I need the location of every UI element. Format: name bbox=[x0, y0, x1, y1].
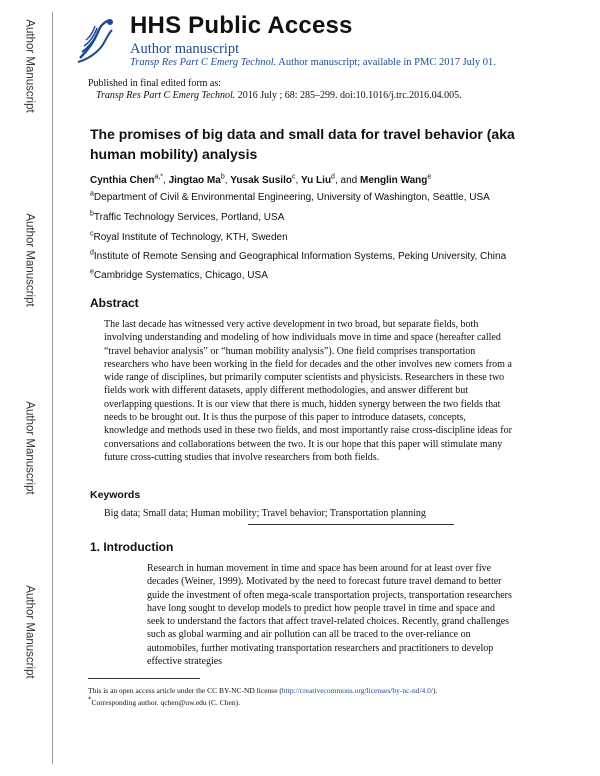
published-label: Published in final edited form as: bbox=[88, 78, 222, 89]
affiliation bbox=[90, 192, 490, 203]
affiliation bbox=[90, 232, 288, 243]
hhs-eagle-logo-icon bbox=[72, 12, 118, 66]
affiliation-sup: c bbox=[90, 230, 94, 238]
license-prefix: This is an open access article under the CC BY-NC-ND license ( bbox=[88, 686, 282, 695]
margin-divider bbox=[52, 12, 53, 764]
published-citation bbox=[96, 90, 462, 101]
sidebar-label-1: Author Manuscript bbox=[24, 19, 37, 113]
footnote-divider bbox=[88, 678, 200, 679]
author-sep: , bbox=[295, 175, 302, 186]
keywords-heading: Keywords bbox=[90, 489, 141, 501]
affiliation-text: Institute of Remote Sensing and Geographical Information Systems, Peking University, China bbox=[93, 251, 507, 262]
sidebar-label-2: Author Manuscript bbox=[24, 213, 37, 307]
hhs-public-access-title: HHS Public Access bbox=[130, 12, 353, 39]
author-sup: c bbox=[291, 173, 296, 181]
affiliation bbox=[90, 270, 268, 281]
license-footnote bbox=[88, 686, 437, 695]
corresponding-mark: * bbox=[88, 695, 92, 704]
corresponding-footnote bbox=[88, 695, 240, 707]
availability-text: Author manuscript; available in PMC 2017 July 01. bbox=[278, 57, 496, 68]
author-sup: e bbox=[427, 173, 432, 181]
author-name: Cynthia Chen bbox=[90, 175, 155, 186]
author-sep: , bbox=[224, 175, 231, 186]
sidebar-label-4: Author Manuscript bbox=[24, 585, 37, 679]
citation-text: 2016 July ; 68: 285–299. doi:10.1016/j.trc.2016.04.005. bbox=[237, 90, 462, 101]
author-name: Menglin Wang bbox=[359, 175, 428, 186]
affiliation-sup: e bbox=[90, 268, 94, 276]
author-sup: b bbox=[220, 173, 225, 181]
author-name: Yusak Susilo bbox=[230, 175, 292, 186]
author-name: Yu Liu bbox=[301, 175, 332, 186]
author-list bbox=[90, 175, 431, 186]
author-sup: d bbox=[331, 173, 335, 181]
license-link[interactable]: http://creativecommons.org/licenses/by-nc-nd/4.0/ bbox=[281, 686, 433, 695]
abstract-heading: Abstract bbox=[90, 296, 139, 310]
introduction-text: Research in human movement in time and space has been around for at least over five decades (Weiner, 1999). Motivated by the need to forecast future travel demand to better guide the investment of often mega-scale transportation projects, transportation researchers have long sought to develop models to predict how people travel in time and space and seek to understand the factors that affect travel-related choices. Recently, grand challenges such as global warming and air pollution can all be traced to the over-reliance on automobiles, further motivating transportation researchers and practitioners to develop effective strategies bbox=[147, 563, 512, 668]
abstract-text: The last decade has witnessed very active development in two broad, but separate fields, both involving understanding and modeling of how individuals move in time and space (hereafter called “travel behavior analysis” or “human mobility analysis”). One field comprises transportation researchers who have been working in the field for decades and the other involves new comers from a wide range of disciplines, but primarily computer scientists and physicists. Researchers in these two fields work with different datasets, apply different methodologies, and answer different but overlapping questions. It is our view that there is much, hidden synergy between the two fields that needs to be brought out. It is thus the purpose of this paper to introduce datasets, concepts, knowledge and methods used in these two fields, and most importantly raise cross-discipline ideas for conversations and collaborations between the two. It is our hope that this paper will stimulate many future cross-cutting studies that involve researchers from both fields. bbox=[104, 319, 512, 463]
author-manuscript-label: Author manuscript bbox=[130, 41, 240, 57]
affiliation-text: Cambridge Systematics, Chicago, USA bbox=[93, 270, 268, 281]
corresponding-text: Corresponding author. qchen@uw.edu (C. Chen). bbox=[91, 698, 240, 707]
sidebar-label-3: Author Manuscript bbox=[24, 401, 37, 495]
affiliation-sup: d bbox=[90, 249, 94, 257]
affiliation-sup: a bbox=[90, 190, 94, 198]
license-suffix: ). bbox=[432, 686, 438, 695]
affiliation bbox=[90, 212, 284, 223]
journal-availability-line bbox=[130, 57, 496, 68]
affiliation-text: Department of Civil & Environmental Engineering, University of Washington, Seattle, USA bbox=[93, 192, 490, 203]
affiliation-text: Royal Institute of Technology, KTH, Sweden bbox=[93, 232, 288, 243]
keywords-text: Big data; Small data; Human mobility; Travel behavior; Transportation planning bbox=[104, 508, 426, 519]
affiliation bbox=[90, 251, 506, 262]
journal-abbrev: Transp Res Part C Emerg Technol. bbox=[130, 57, 277, 68]
affiliation-sup: b bbox=[90, 210, 94, 218]
author-sup: a,* bbox=[154, 173, 164, 181]
affiliation-text: Traffic Technology Services, Portland, USA bbox=[93, 212, 285, 223]
article-title: The promises of big data and small data for travel behavior (aka human mobility) analysis bbox=[90, 126, 515, 162]
author-name: Jingtao Ma bbox=[168, 175, 221, 186]
published-journal: Transp Res Part C Emerg Technol. bbox=[96, 90, 236, 101]
section-divider bbox=[248, 524, 454, 525]
author-sep: , and bbox=[334, 175, 360, 186]
author-sep: , bbox=[163, 175, 169, 186]
introduction-heading: 1. Introduction bbox=[90, 540, 174, 554]
